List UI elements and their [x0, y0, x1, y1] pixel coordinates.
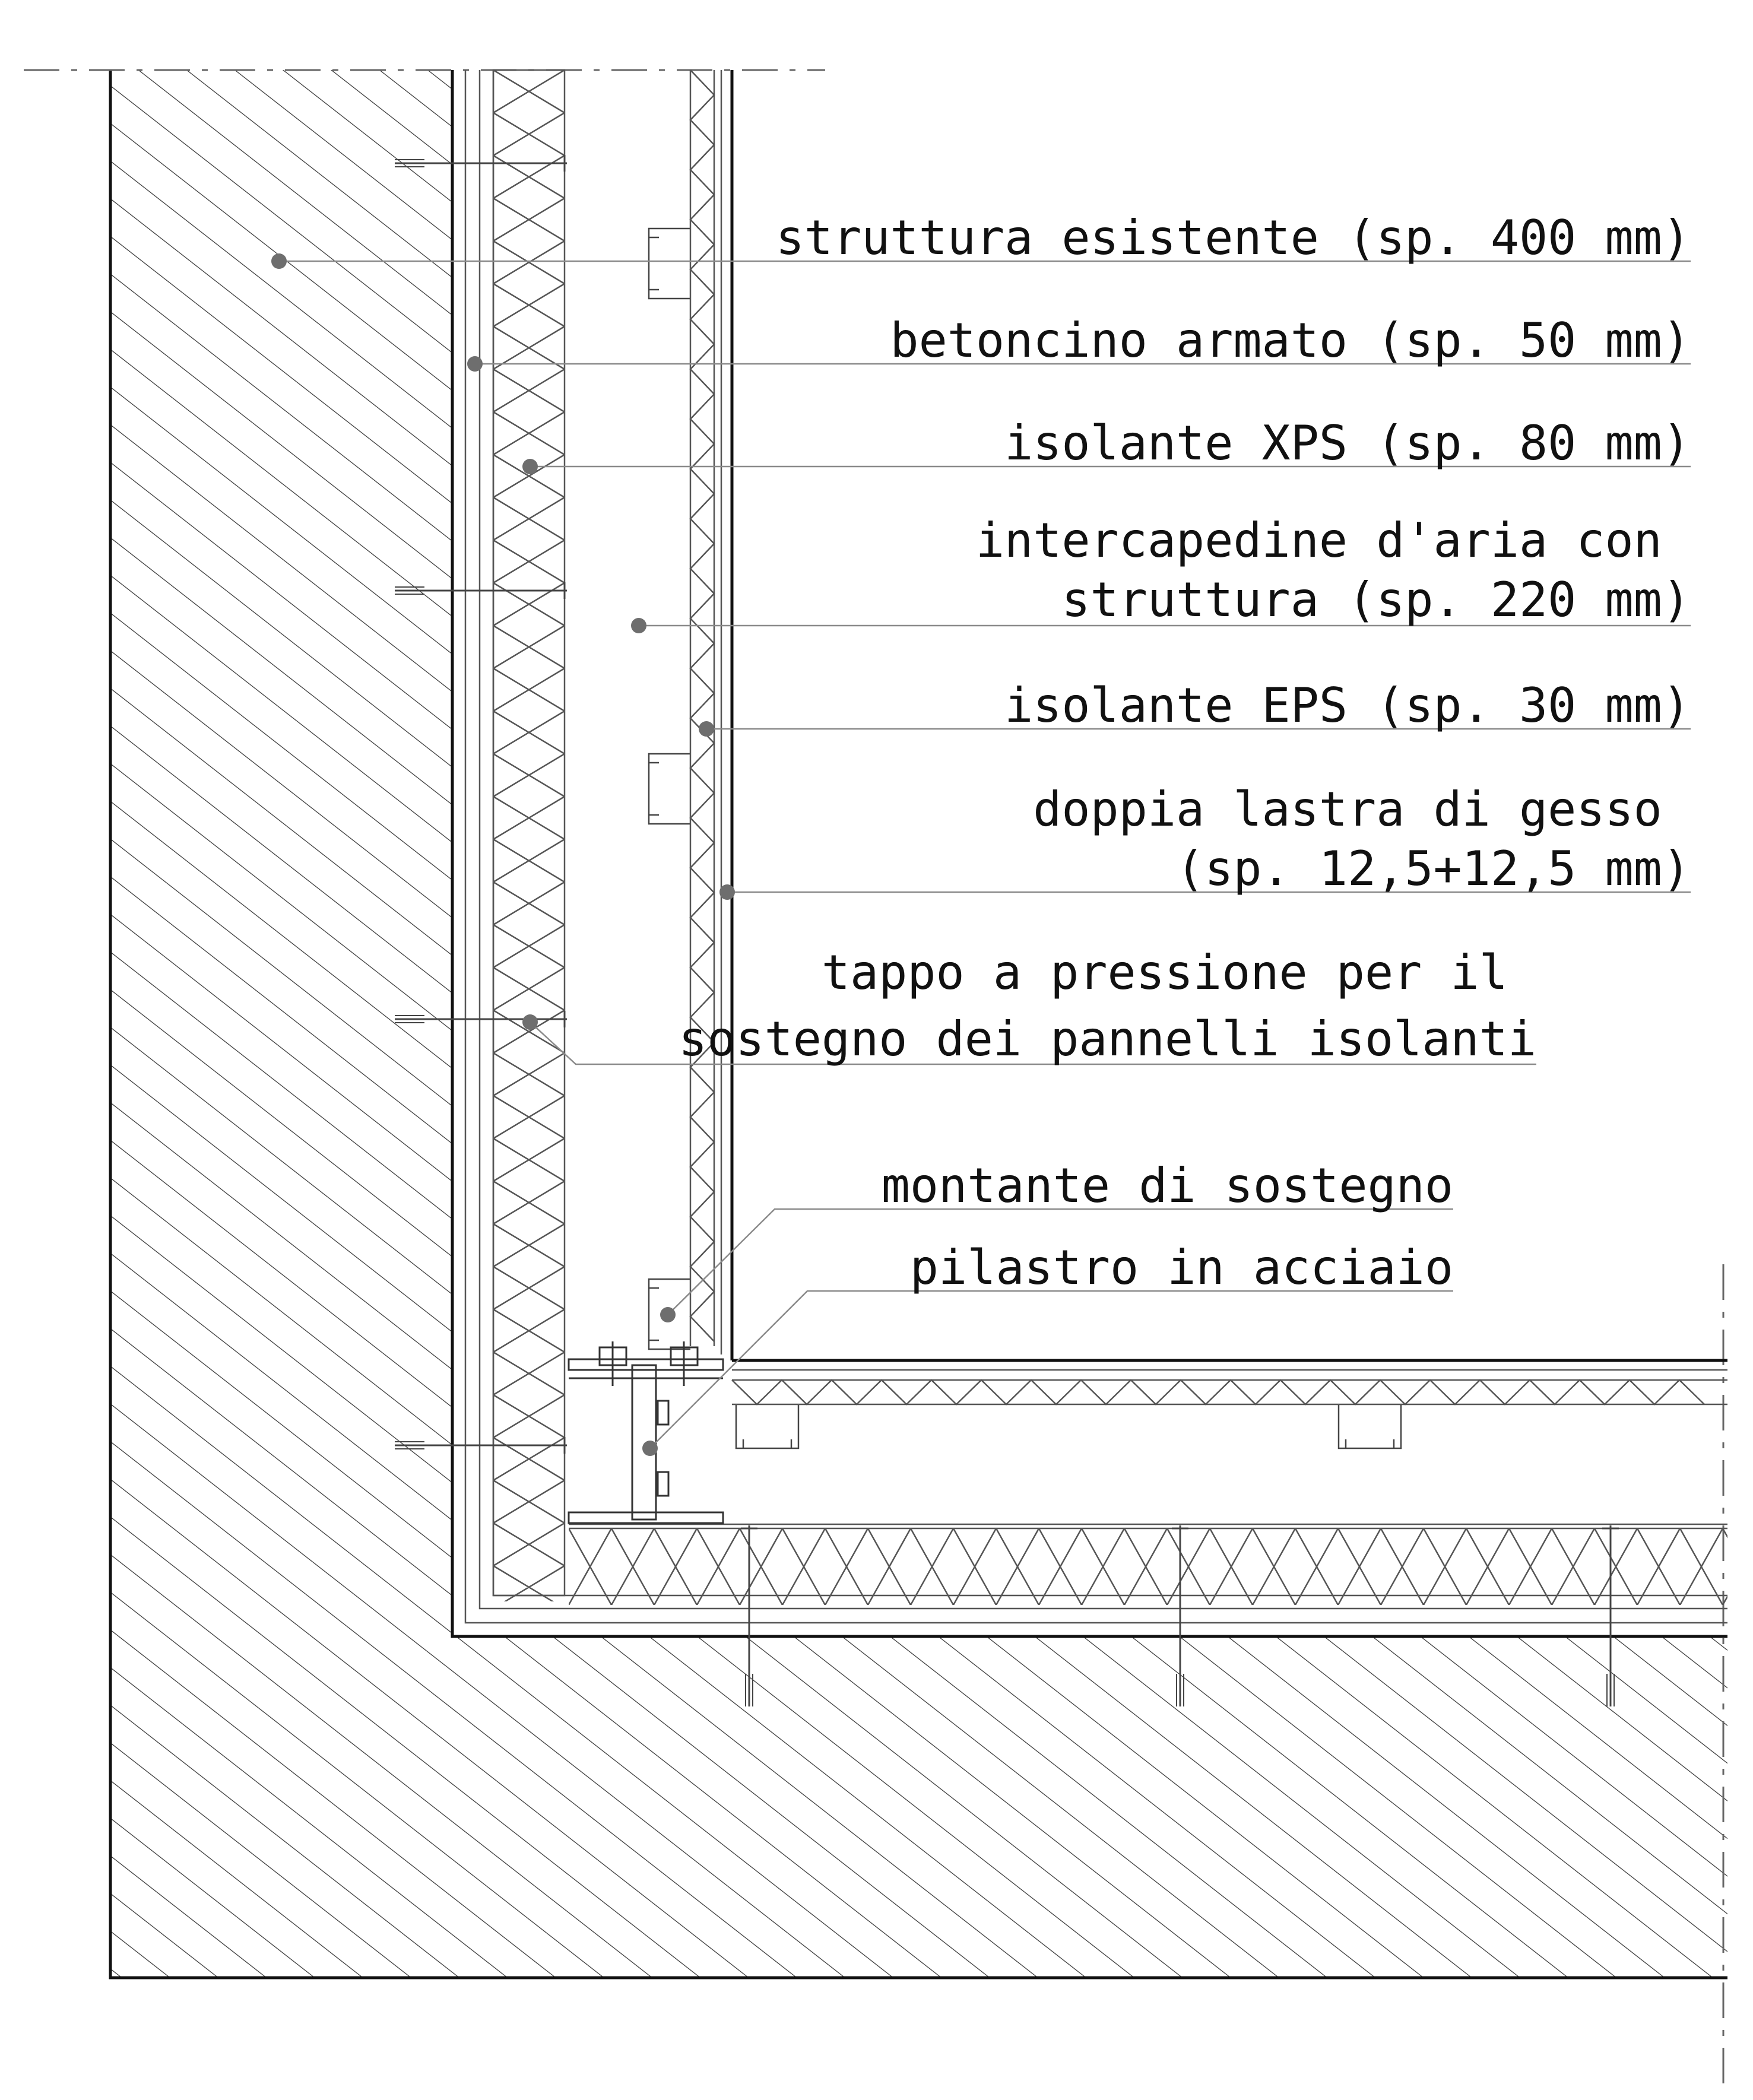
label-tappo-pressione: tappo a pressione per il sostegno dei pannelli isolanti — [679, 945, 1536, 1067]
labels — [679, 210, 1691, 1295]
label-isolante-xps: isolante XPS (sp. 80 mm) — [1004, 415, 1691, 471]
eps-insulation-horizontal — [732, 1380, 1727, 1404]
label-betoncino-armato: betoncino armato (sp. 50 mm) — [890, 313, 1691, 368]
gypsum-boards-vertical — [721, 70, 732, 1360]
support-studs-horizontal — [736, 1404, 1401, 1448]
steel-column — [569, 1341, 723, 1523]
label-struttura-esistente: struttura esistente (sp. 400 mm) — [775, 210, 1691, 265]
xps-insulation-horizontal — [569, 1524, 1753, 1605]
support-studs-vertical — [649, 229, 690, 1349]
gypsum-boards-horizontal — [732, 1360, 1727, 1370]
label-montante-sostegno: montante di sostegno — [881, 1158, 1453, 1213]
label-intercapedine: intercapedine d'aria con struttura (sp. 220 mm) — [975, 513, 1691, 627]
label-isolante-eps: isolante EPS (sp. 30 mm) — [1004, 678, 1691, 733]
xps-insulation-vertical — [493, 70, 565, 1609]
label-pilastro-acciaio: pilastro in acciaio — [909, 1240, 1453, 1295]
label-doppia-lastra-gesso: doppia lastra di gesso (sp. 12,5+12,5 mm) — [1033, 782, 1691, 896]
